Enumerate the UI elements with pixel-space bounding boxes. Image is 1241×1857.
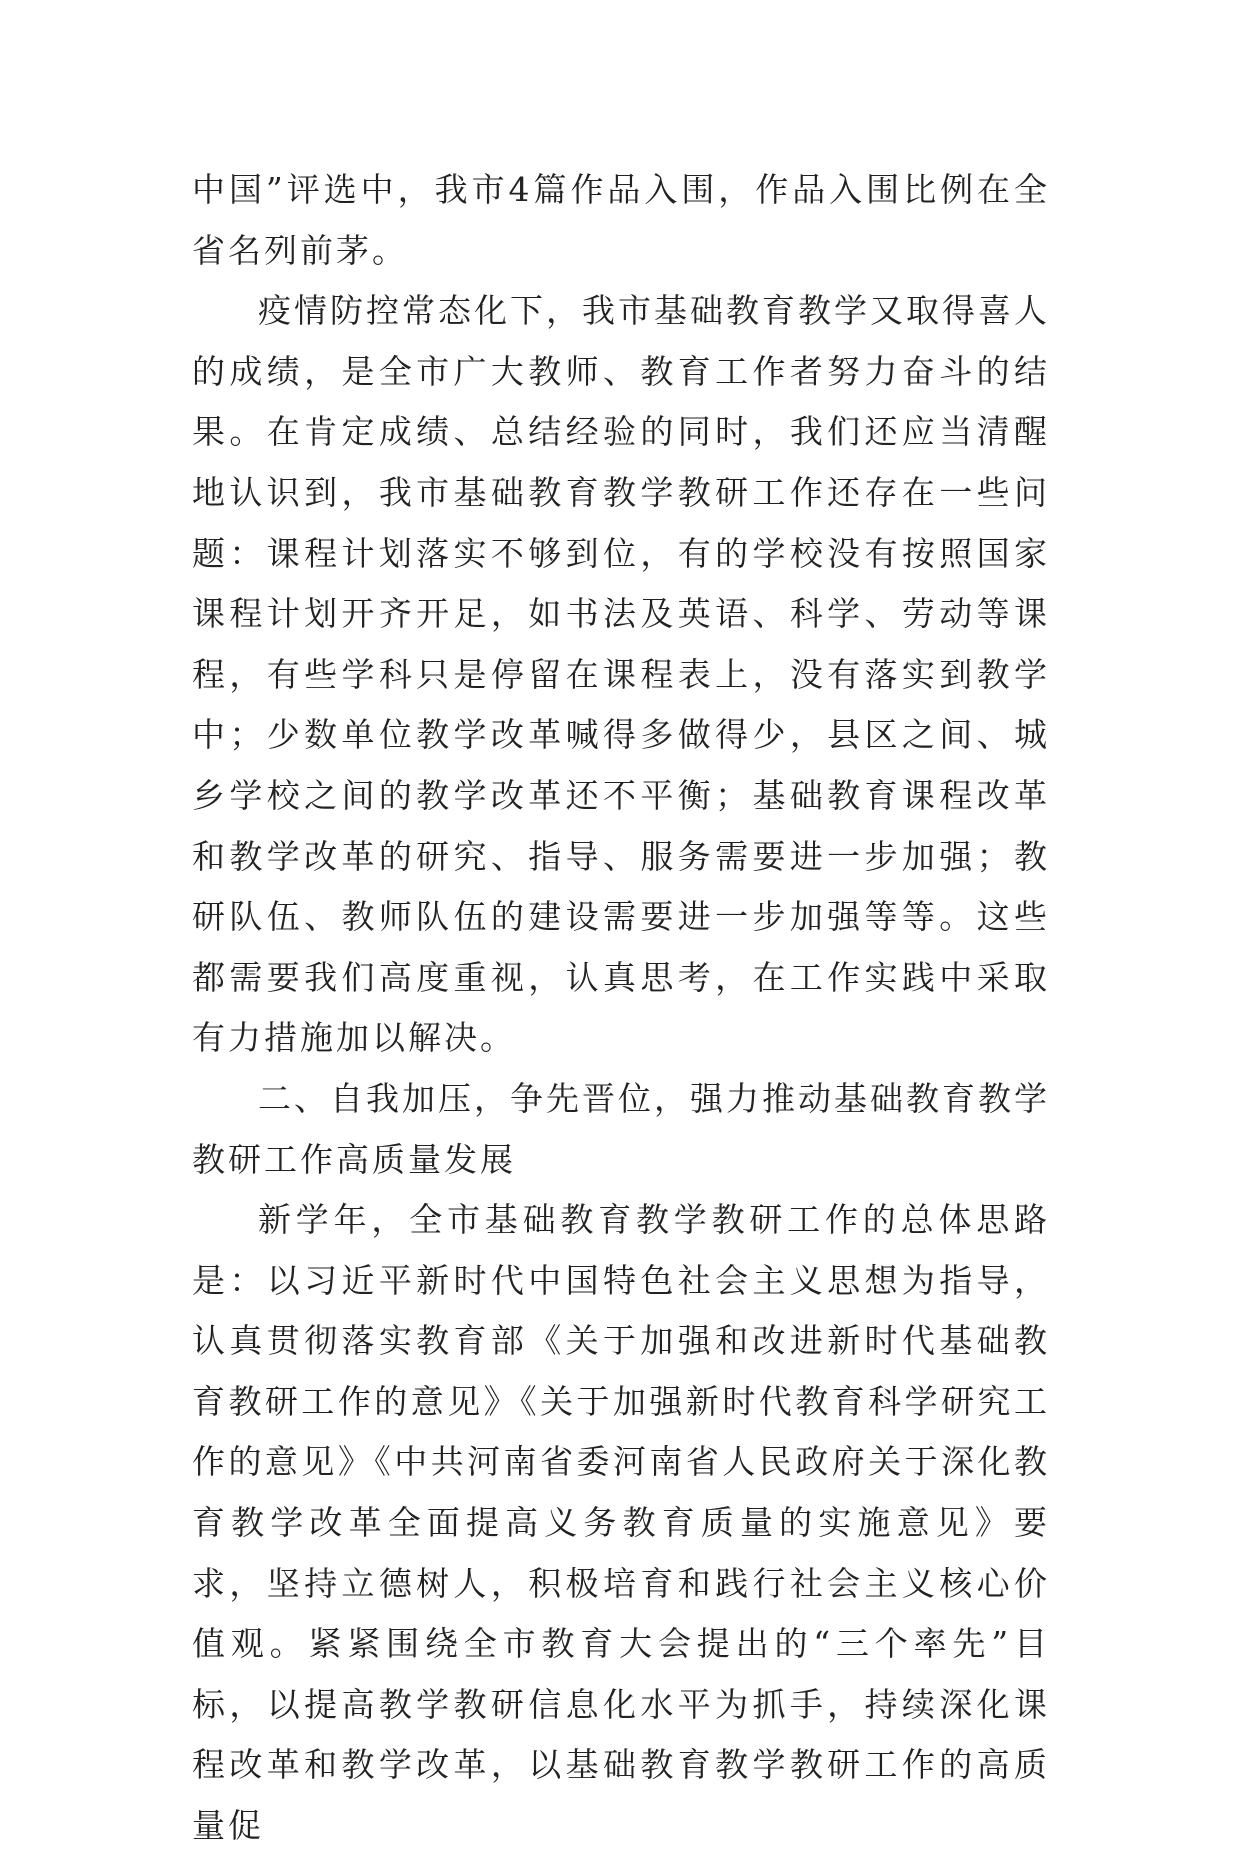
paragraph-overall-approach: 新学年，全市基础教育教学教研工作的总体思路是：以习近平新时代中国特色社会主义思想为指导，认真贯彻落实教育部《关于加强和改进新时代基础教育教研工作的意见》《关于加强新时代教育科学研究工作的意见》《中共河南省委河南省人民政府关于深化教育教学改革全面提高义务教育质量的实施意见》要求，坚持立德树人，积极培育和践行社会主义核心价值观。紧紧围绕全市教育大会提出的“三个率先”目标，以提高教学教研信息化水平为抓手，持续深化课程改革和教学改革，以基础教育教学教研工作的高质量促: [192, 1200, 1050, 1846]
paragraph-continuation: 中国”评选中，我市4篇作品入围，作品入围比例在全省名列前茅。: [192, 170, 1050, 270]
document-body: [192, 160, 1050, 1857]
section-heading-two: 二、自我加压，争先晋位，强力推动基础教育教学教研工作高质量发展: [192, 1078, 1050, 1179]
paragraph-problems-summary: 疫情防控常态化下，我市基础教育教学又取得喜人的成绩，是全市广大教师、教育工作者努力奋斗的结果。在肯定成绩、总结经验的同时，我们还应当清醒地认识到，我市基础教育教学教研工作还存在一些问题：课程计划落实不够到位，有的学校没有按照国家课程计划开齐开足，如书法及英语、科学、劳动等课程，有些学科只是停留在课程表上，没有落实到教学中；少数单位教学改革喊得多做得少，县区之间、城乡学校之间的教学改革还不平衡；基础教育课程改革和教学改革的研究、指导、服务需要进一步加强；教研队伍、教师队伍的建设需要进一步加强等等。这些都需要我们高度重视，认真思考，在工作实践中采取有力措施加以解决。: [192, 291, 1050, 1058]
